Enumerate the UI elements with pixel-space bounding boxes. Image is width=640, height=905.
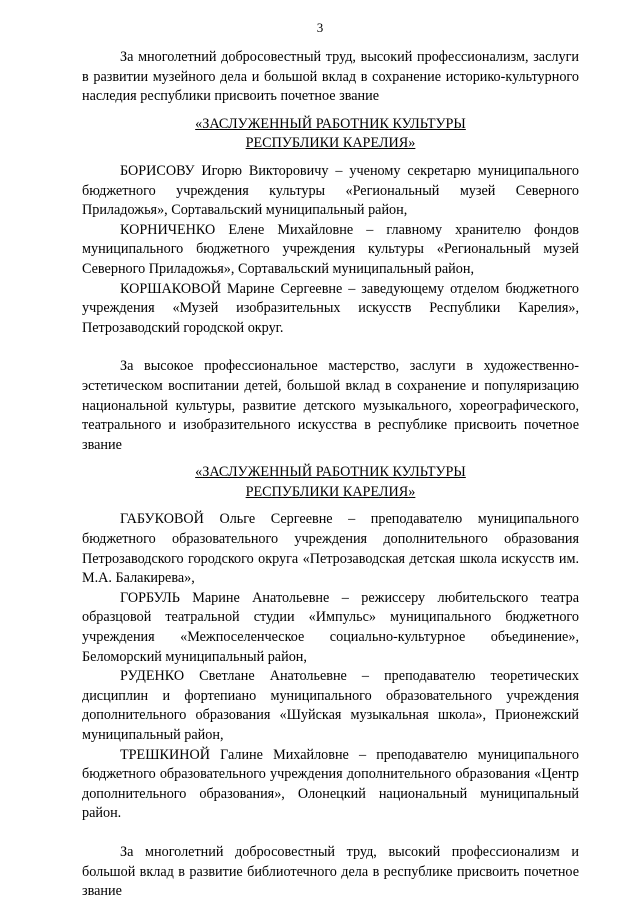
awardee-paragraph: РУДЕНКО Светлане Анатольевне – преподавателю теоретических дисциплин и фортепиано муниципального образовательного учреждения дополнительного образования «Шуйская музыкальная школа», Прионежский муниципальный район, <box>82 668 579 743</box>
awardee-paragraph: КОРШАКОВОЙ Марине Сергеевне – заведующему отделом бюджетного учреждения «Музей изобразительных искусств Республики Карелия», Петрозаводский городской округ. <box>82 280 579 336</box>
award-title-line-2: РЕСПУБЛИКИ КАРЕЛИЯ» <box>245 483 416 500</box>
section-intro: За многолетний добросовестный труд, высокий профессионализм, заслуги в развитии музейного дела и большой вклад в сохранение историко-культурного наследия республики присвоить почетное звание <box>82 49 579 105</box>
page-number: 3 <box>316 20 324 35</box>
awardee-paragraph: ТРЕШКИНОЙ Галине Михайловне – преподавателю муниципального бюджетного образовательного учреждения дополнительного образования «Центр дополнительного образования», Олонецкий национальный муниципальный район. <box>82 746 579 822</box>
awardee-paragraph: БОРИСОВУ Игорю Викторовичу – ученому секретарю муниципального бюджетного учреждения культуры «Региональный музей Северного Приладожья», Сортавальский муниципальный район, <box>82 162 579 219</box>
awardee-paragraph: ГАБУКОВОЙ Ольге Сергеевне – преподавателю муниципального бюджетного образовательного учреждения дополнительного образования Петрозаводского городского округа «Петрозаводская детская школа искусств им. М.А. Балакирева», <box>82 511 579 587</box>
awardee-paragraph: КОРНИЧЕНКО Елене Михайловне – главному хранителю фондов муниципального бюджетного учреждения культуры «Региональный музей Северного Приладожья», Сортавальский муниципальный район, <box>82 221 579 277</box>
document-body <box>82 48 579 902</box>
award-title-line-1: «ЗАСЛУЖЕННЫЙ РАБОТНИК КУЛЬТУРЫ <box>195 115 466 132</box>
section-intro: За многолетний добросовестный труд, высокий профессионализм и большой вклад в развитие библиотечного дела в республике присвоить почетное звание <box>82 843 579 900</box>
award-title-line-1: «ЗАСЛУЖЕННЫЙ РАБОТНИК КУЛЬТУРЫ <box>195 464 466 481</box>
awardee-paragraph: ГОРБУЛЬ Марине Анатольевне – режиссеру любительского театра образцовой театральной студии «Импульс» муниципального бюджетного учреждения «Межпоселенческое социально-культурное объединение», Беломорский муниципальный район, <box>82 589 579 665</box>
award-title-line-2: РЕСПУБЛИКИ КАРЕЛИЯ» <box>245 135 416 152</box>
section-intro: За высокое профессиональное мастерство, заслуги в художественно-эстетическом воспитании детей, большой вклад в сохранение и популяризацию национальной культуры, развитие детского музыкального, хореографического, театрального и изобразительного искусства в республике присвоить почетное звание <box>82 358 579 453</box>
